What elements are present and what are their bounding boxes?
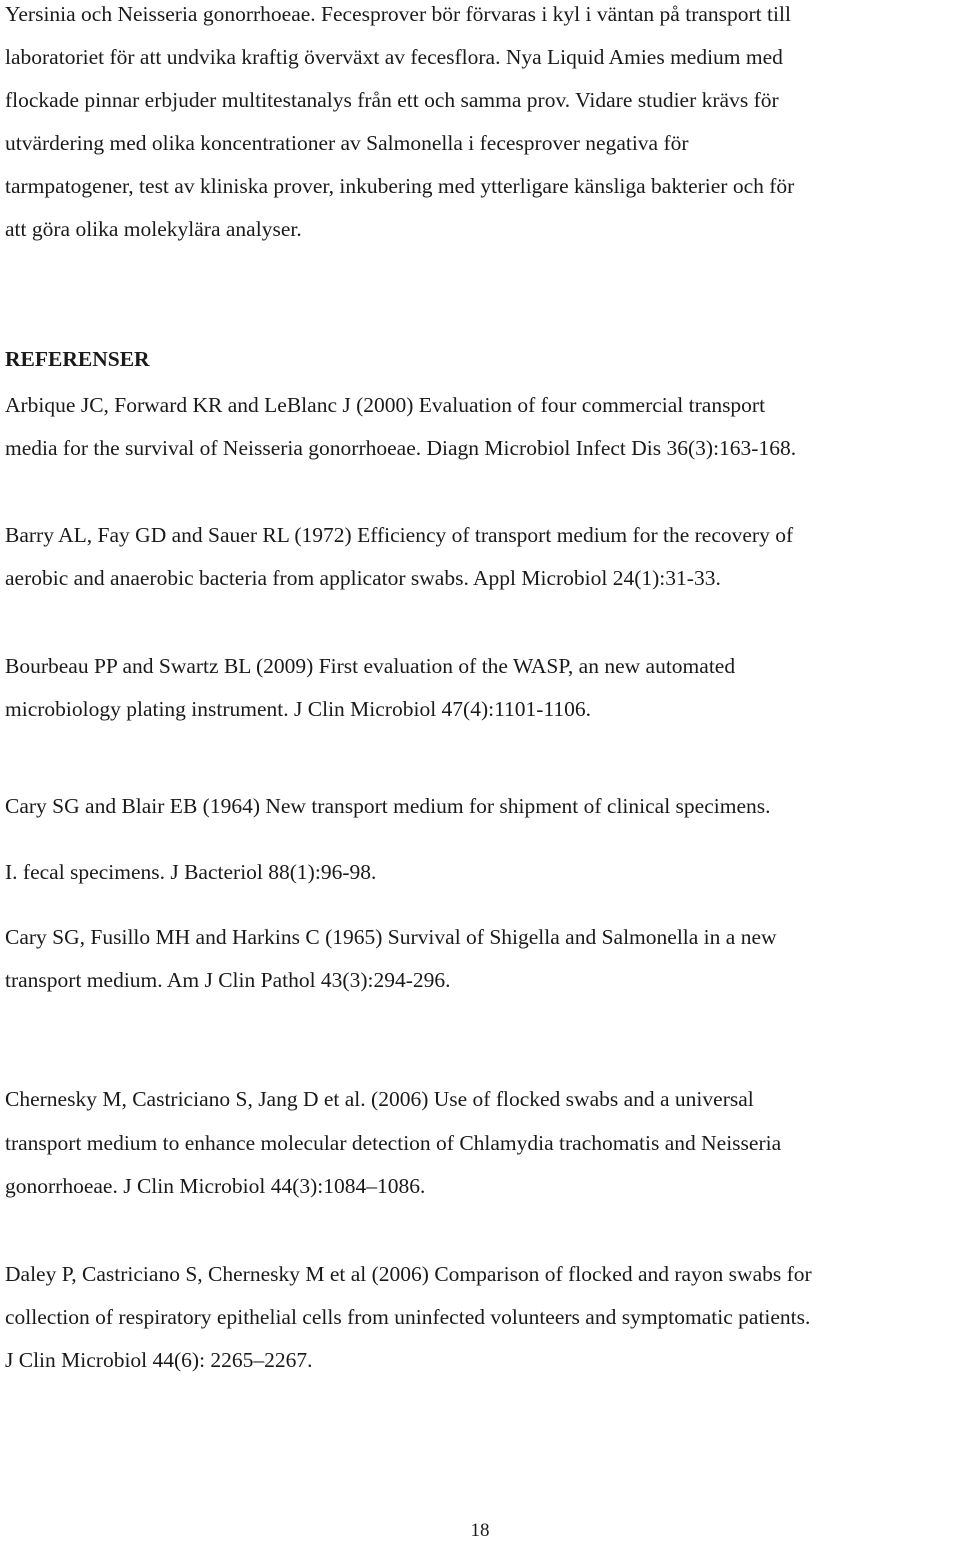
reference-line: Arbique JC, Forward KR and LeBlanc J (2000) Evaluation of four commercial transport (5, 393, 766, 417)
reference-line: transport medium to enhance molecular detection of Chlamydia trachomatis and Neisseria (5, 1131, 782, 1155)
reference-line: Cary SG and Blair EB (1964) New transport medium for shipment of clinical specimens. (5, 794, 771, 818)
reference-line: Barry AL, Fay GD and Sauer RL (1972) Efficiency of transport medium for the recovery of (5, 523, 794, 547)
reference-line: I. fecal specimens. J Bacteriol 88(1):96-98. (5, 860, 377, 884)
reference-line: collection of respiratory epithelial cells from uninfected volunteers and symptomatic patients. (5, 1305, 811, 1329)
reference-line: transport medium. Am J Clin Pathol 43(3):294-296. (5, 968, 451, 992)
reference-line: microbiology plating instrument. J Clin Microbiol 47(4):1101-1106. (5, 697, 592, 721)
reference-line: J Clin Microbiol 44(6): 2265–2267. (5, 1348, 313, 1372)
reference-line: Cary SG, Fusillo MH and Harkins C (1965) Survival of Shigella and Salmonella in a new (5, 925, 777, 949)
references-heading: REFERENSER (5, 347, 150, 371)
text-line: flockade pinnar erbjuder multitestanalys från ett och samma prov. Vidare studier krävs för (5, 88, 779, 112)
reference-line: media for the survival of Neisseria gonorrhoeae. Diagn Microbiol Infect Dis 36(3):163-168. (5, 436, 797, 460)
text-line: tarmpatogener, test av kliniska prover, inkubering med ytterligare känsliga bakterier och för (5, 174, 795, 198)
reference-line: aerobic and anaerobic bacteria from applicator swabs. Appl Microbiol 24(1):31-33. (5, 566, 721, 590)
text-line: utvärdering med olika koncentrationer av Salmonella i fecesprover negativa för (5, 131, 689, 155)
reference-line: Chernesky M, Castriciano S, Jang D et al. (2006) Use of flocked swabs and a universal (5, 1087, 754, 1111)
page-number: 18 (470, 1520, 490, 1541)
reference-line: Bourbeau PP and Swartz BL (2009) First evaluation of the WASP, an new automated (5, 654, 736, 678)
reference-line: gonorrhoeae. J Clin Microbiol 44(3):1084–1086. (5, 1174, 426, 1198)
text-line: att göra olika molekylära analyser. (5, 217, 302, 241)
text-line: laboratoriet för att undvika kraftig överväxt av fecesflora. Nya Liquid Amies medium med (5, 45, 783, 69)
reference-line: Daley P, Castriciano S, Chernesky M et al (2006) Comparison of flocked and rayon swabs for (5, 1262, 812, 1286)
text-line: Yersinia och Neisseria gonorrhoeae. Fecesprover bör förvaras i kyl i väntan på transport till (5, 2, 791, 26)
